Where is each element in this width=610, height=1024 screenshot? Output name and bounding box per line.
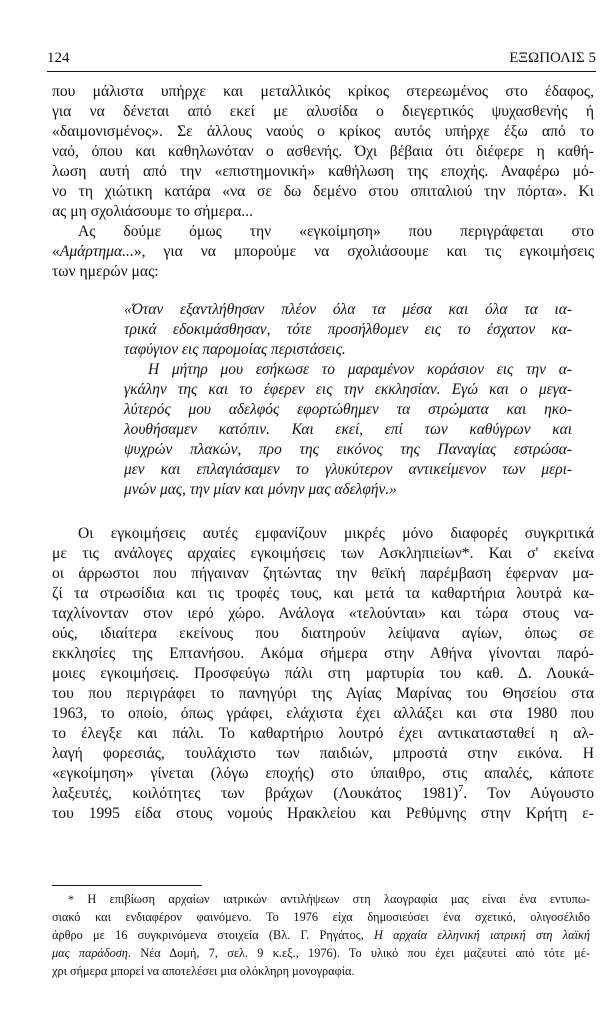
page-number: 124 [47,50,70,66]
quote-line: λουθήσαμεν κατόπιν. Και εκεί, επί των καθύγρων και [124,421,572,438]
body-line: ζί τα στρωσίδια και τις τροφές τους, και μετά τα καθαρτήρια λουτρά κα- [52,585,594,602]
running-title: ΕΞΩΠΟΛΙΣ 5 [509,50,596,66]
footnote-line [52,944,590,962]
body-line: μοιες εγκοιμήσεις. Προσφεύγω πάλι στη μαρτυρία του καθ. Δ. Λουκά- [52,665,594,682]
body-line: ούς, ιδιαίτερα εκείνους που διατηρούν λείψανα αγίων, όπως σε [52,625,594,642]
body-text: λαξευτές, κοιλότητες των βράχων (Λουκάτος 1981) [52,785,459,802]
body-line: για να δένεται από εκεί με αλυσίδα ο διεγερτικός ψυχασθενής ή [52,103,594,120]
body-line: ναό, όπου και καθηλωνόταν ο ασθενής. Όχι βέβαια ότι διέφερε η καθή- [52,143,594,160]
quote-line: γκάλην της και το έφερεν εις την εκκλησίαν. Εγώ και ο μεγα- [124,381,572,398]
body-line [52,784,594,804]
book-title: Αμάρτημα... [59,243,134,260]
body-line: του που περιγράφει το πανηγύρι της Αγίας Μαρίνας του Θησείου στα [52,685,594,702]
body-line: 1963, το οποίο, όπως γράφει, ελάχιστα έχει αλλάξει και στα 1980 που [52,705,594,722]
body-line: Ας δούμε όμως την «εγκοίμηση» που περιγράφεται στο [78,223,594,240]
quote-line: λύτερός μου αδελφός εφορτώθημεν τα στρώματα και ηκο- [124,401,572,418]
quote-line: «Όταν εξαντλήθησαν πλέον όλα τα μέσα και όλα τα ια- [124,301,572,318]
quote-line: ταφύγιον εις παρομοίας περιστάσεις. [124,341,346,358]
footnote-line [52,926,590,944]
quote-line: μεν και επλαγιάσαμεν το γλυκύτερον αντικείμενον των μερι- [124,461,572,478]
body-line: Οι εγκοιμήσεις αυτές εμφανίζουν μικρές μόνο διαφορές συγκριτικά [78,525,594,542]
body-line: «εγκοίμηση» γίνεται (λόγω εποχής) στο ύπαιθρο, στις απαλές, κάποτε [52,765,594,782]
footnote-line: χρι σήμερα μπορεί να αποτελέσει μια ολόκληρη μονογραφία. [52,964,355,978]
footnote-line: σιακό και ενδιαφέρον φαινόμενο. Το 1976 είχα δημοσιεύσει ένα σχετικό, ολιγοσέλιδο [52,910,590,924]
body-line: εκκλησίες της Επτανήσου. Ακόμα σήμερα στην Αθήνα γίνονται παρό- [52,645,594,662]
body-line: που μάλιστα υπήρχε και μεταλλικός κρίκος στερεωμένος στο έδαφος, [52,83,594,100]
quote-line: Η μήτηρ μου εσήκωσε το μαραμένον κοράσιον εις την α- [148,361,572,378]
body-line: με τις ανάλογες αρχαίες εγκοιμήσεις των Ασκληπιείων*. Και σ' εκείνα [52,545,594,562]
body-line: ταχλίνονταν στον ιερό χώρο. Ανάλογα «τελούνται» και τώρα στους να- [52,605,594,622]
body-line: το έλεγξε και πάλι. Το καθαρτήριο λουτρό έχει αντικατασταθεί η αλ- [52,725,594,742]
footnote-line [68,890,590,908]
body-line: των ημερών μας: [52,263,159,280]
body-line: του 1995 είδα στους νομούς Ηρακλείου και Ρεθύμνης στην Κρήτη ε- [52,805,594,822]
body-text: . Τον Αύγουστο [463,785,594,802]
quote-line: μνών μας, την μίαν και μόνην μας αδελφήν.» [124,481,397,498]
footnote-ref: 7 [458,784,464,795]
footnote-text: . Νέα Δομή, 7, σελ. 9 κ.εξ., 1976). Το υλικό που έχει μαζευτεί από τότε μέ- [127,946,590,960]
header-rule [47,71,596,72]
footnote-rule [52,885,202,886]
body-line: λαγή φορεσιάς, τουλάχιστο των παιδιών, μπροστά στην εικόνα. Η [52,745,594,762]
footnote-marker: * [68,892,74,906]
quote-open: « [52,243,60,260]
body-line: οι άρρωστοι που πήγαιναν ζητώντας την θεϊκή παρέμβαση έφερναν μα- [52,565,594,582]
body-line: νο τη χιώτικη κατάρα «να σε δω δεμένο στου σπιταλιού την πόρτα». Κι [52,183,594,200]
body-line: ας μη σχολιάσουμε το σήμερα... [52,203,253,220]
footnote-text: Η επιβίωση αρχαίων ιατρικών αντιλήψεων στη λαογραφία μας είναι ένα εντυπω- [87,892,591,906]
body-line [52,242,594,262]
footnote-text: άρθρο με 16 συγκρινόμενα στοιχεία (Βλ. Γ. Ρηγάτος, [52,928,364,942]
quote-line: ψυχρών πλακών, προ της εικόνος της Παναγίας εστρώσα- [124,441,572,458]
body-line: λωση αυτή από την «επιστημονική» καθήλωση της εποχής. Αναφέρω μό- [52,163,594,180]
footnote-title: Η αρχαία ελληνική ιατρική στη λαϊκή [374,928,591,942]
footnote-title: μας παράδοση [52,946,128,960]
body-text: », για να μπορούμε να σχολιάσουμε και τις εγκοιμήσεις [133,243,594,260]
quote-line: τρικά εδοκιμάσθησαν, τότε προσήλθομεν εις το έσχατον κα- [124,321,572,338]
body-line: «δαιμονισμένος». Σε άλλους ναούς ο κρίκος αυτός υπήρχε έξω από το [52,123,594,140]
